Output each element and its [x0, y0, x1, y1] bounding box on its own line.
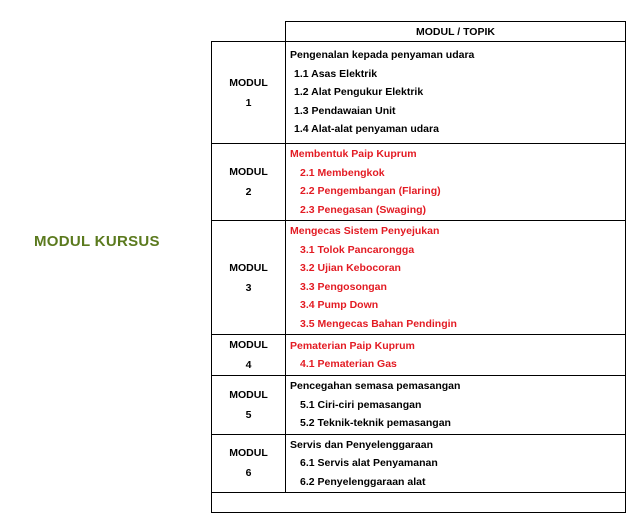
topic-cell — [286, 144, 626, 221]
topic-item: 3.5 Mengecas Bahan Pendingin — [300, 317, 457, 330]
table-empty-row — [212, 493, 626, 513]
table-row — [212, 221, 626, 335]
modul-word: MODUL — [229, 166, 268, 178]
modul-cell — [212, 144, 286, 221]
modul-cell — [212, 376, 286, 435]
modul-table — [211, 21, 626, 513]
modul-number: 1 — [245, 96, 252, 109]
modul-word: MODUL — [229, 76, 268, 89]
table-header: MODUL / TOPIK — [286, 22, 626, 42]
modul-number: 3 — [245, 281, 252, 294]
empty-cell — [212, 493, 626, 513]
topic-item: 2.1 Membengkok — [300, 166, 385, 179]
topic-item: 5.2 Teknik-teknik pemasangan — [300, 417, 451, 429]
modul-cell — [212, 221, 286, 335]
topic-item: 1.4 Alat-alat penyaman udara — [294, 123, 439, 136]
topic-item: 6.2 Penyelenggaraan alat — [300, 475, 426, 488]
topic-title: Mengecas Sistem Penyejukan — [290, 225, 440, 237]
topic-item: 3.4 Pump Down — [300, 299, 379, 311]
topic-title: Pematerian Paip Kuprum — [290, 339, 415, 352]
topic-title: Membentuk Paip Kuprum — [290, 148, 417, 160]
topic-cell — [286, 376, 626, 435]
topic-item: 3.2 Ujian Kebocoran — [300, 262, 401, 274]
header-empty-cell — [212, 22, 286, 42]
topic-title: Pencegahan semasa pemasangan — [290, 380, 461, 392]
topic-cell — [286, 434, 626, 493]
topic-item: 6.1 Servis alat Penyamanan — [300, 457, 438, 469]
modul-word: MODUL — [229, 388, 268, 401]
table-header-row — [212, 22, 626, 42]
topic-item: 1.2 Alat Pengukur Elektrik — [294, 86, 424, 99]
topic-title: Servis dan Penyelenggaraan — [290, 438, 433, 451]
side-title: MODUL KURSUS — [34, 233, 160, 250]
modul-word: MODUL — [229, 261, 268, 274]
table-row — [212, 42, 626, 144]
table-body — [212, 42, 626, 513]
topic-title: Pengenalan kepada penyaman udara — [290, 49, 475, 62]
topic-cell — [286, 221, 626, 335]
topic-item: 3.3 Pengosongan — [300, 280, 387, 293]
topic-item: 2.2 Pengembangan (Flaring) — [300, 185, 441, 197]
topic-item: 1.3 Pendawaian Unit — [294, 104, 396, 117]
topic-item: 3.1 Tolok Pancarongga — [300, 243, 415, 256]
topic-item: 5.1 Ciri-ciri pemasangan — [300, 398, 422, 411]
modul-word: MODUL — [229, 339, 268, 351]
table-row — [212, 434, 626, 493]
modul-word: MODUL — [229, 447, 268, 460]
table-row — [212, 335, 626, 376]
topic-cell — [286, 42, 626, 144]
modul-number: 6 — [245, 467, 252, 480]
table-row — [212, 144, 626, 221]
modul-cell — [212, 335, 286, 376]
modul-number: 5 — [245, 408, 252, 421]
modul-number: 2 — [245, 186, 252, 198]
topic-item: 4.1 Pematerian Gas — [300, 358, 397, 370]
topic-item: 2.3 Penegasan (Swaging) — [300, 203, 427, 216]
topic-item: 1.1 Asas Elektrik — [294, 67, 378, 80]
table-row — [212, 376, 626, 435]
topic-cell — [286, 335, 626, 376]
modul-number: 4 — [245, 359, 252, 371]
modul-cell — [212, 434, 286, 493]
modul-cell — [212, 42, 286, 144]
